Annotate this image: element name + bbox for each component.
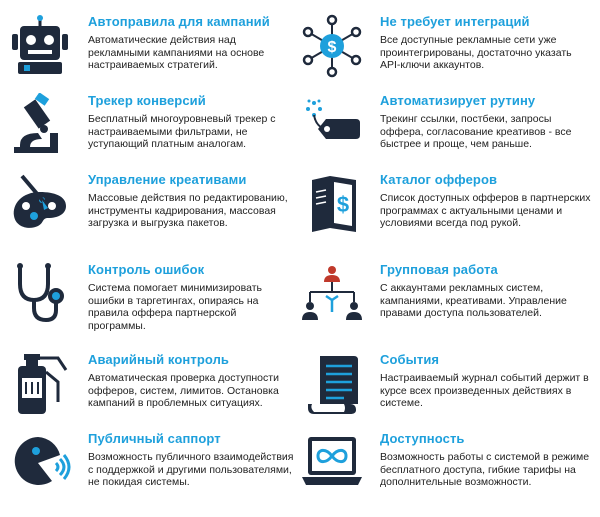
feature-public-support bbox=[0, 431, 300, 517]
scroll-icon bbox=[300, 352, 364, 416]
feature-title: Трекер конверсий bbox=[88, 93, 206, 108]
robot-icon bbox=[8, 14, 72, 78]
feature-title: Групповая работа bbox=[380, 262, 498, 277]
svg-text:$: $ bbox=[336, 192, 350, 217]
network-dollar-icon bbox=[300, 14, 364, 78]
feature-description: Все доступные рекламные сети уже проинтегрированы, достаточно указать API-ключи аккаунтов. bbox=[380, 34, 572, 71]
palette-icon bbox=[8, 172, 72, 236]
feature-title: Контроль ошибок bbox=[88, 262, 205, 277]
feature-title: Каталог офферов bbox=[380, 172, 498, 187]
feature-title: Автоправила для кампаний bbox=[88, 14, 270, 29]
feature-title: Управление креативами bbox=[88, 172, 247, 187]
feature-description: Массовые действия по редактированию, инструменты кадрирования, массовая загрузка и выгрузка пакетов. bbox=[88, 192, 288, 229]
feature-availability bbox=[292, 431, 592, 517]
feature-error-control bbox=[0, 262, 300, 348]
feature-title: Доступность bbox=[380, 431, 465, 446]
feature-emergency-control bbox=[0, 352, 300, 438]
feature-description: Система помогает минимизировать ошибки в таргетингах, опираясь на правила оффера партнерской программы. bbox=[88, 282, 262, 332]
feature-title: Автоматизирует рутину bbox=[380, 93, 536, 108]
feature-conversion-tracker bbox=[0, 93, 300, 179]
feature-description: Настраиваемый журнал событий держит в курсе всех произведенных действиях в системе. bbox=[380, 372, 589, 409]
feature-description: Бесплатный многоуровневый трекер с настраиваемыми фильтрами, не уступающий платным аналогам. bbox=[88, 113, 276, 150]
feature-auto-rules bbox=[0, 14, 300, 100]
feature-automation bbox=[292, 93, 592, 179]
stethoscope-icon bbox=[8, 262, 72, 326]
feature-description: Возможность публичного взаимодействия с поддержкой и другими пользователями, не покидая системы. bbox=[88, 451, 294, 488]
tag-icon bbox=[300, 93, 364, 157]
feature-title: Не требует интеграций bbox=[380, 14, 530, 29]
feature-description: Трекинг ссылки, постбеки, запросы оффера, согласование креативов - все быстрее и проще, чем раньше. bbox=[380, 113, 572, 150]
microscope-icon bbox=[8, 93, 72, 157]
feature-offer-catalog bbox=[292, 172, 592, 258]
feature-description: Список доступных офферов в партнерских программах с актуальными ценами и условиями всегда под рукой. bbox=[380, 192, 591, 229]
feature-title: События bbox=[380, 352, 440, 367]
feature-teamwork bbox=[292, 262, 592, 348]
feature-no-integration bbox=[292, 14, 592, 100]
laptop-icon bbox=[300, 431, 364, 495]
svg-text:$: $ bbox=[327, 39, 337, 56]
feature-events bbox=[292, 352, 592, 438]
feature-creatives bbox=[0, 172, 300, 258]
feature-title: Публичный саппорт bbox=[88, 431, 221, 446]
feature-description: Автоматическая проверка доступности офферов, систем, лимитов. Остановка кампаний в проблемных ситуациях. bbox=[88, 372, 279, 409]
catalog-icon bbox=[300, 172, 364, 236]
feature-description: С аккаунтами рекламных систем, кампаниями, креативами. Управление правами доступа пользователей. bbox=[380, 282, 567, 319]
support-icon bbox=[8, 431, 72, 495]
feature-title: Аварийный контроль bbox=[88, 352, 230, 367]
feature-description: Автоматические действия над рекламными кампаниями на основе настраиваемых стратегий. bbox=[88, 34, 265, 71]
extinguisher-icon bbox=[8, 352, 72, 416]
feature-description: Возможность работы с системой в режиме бесплатного доступа, гибкие тарифы на дополнительные возможности. bbox=[380, 451, 590, 488]
team-icon bbox=[300, 262, 364, 326]
